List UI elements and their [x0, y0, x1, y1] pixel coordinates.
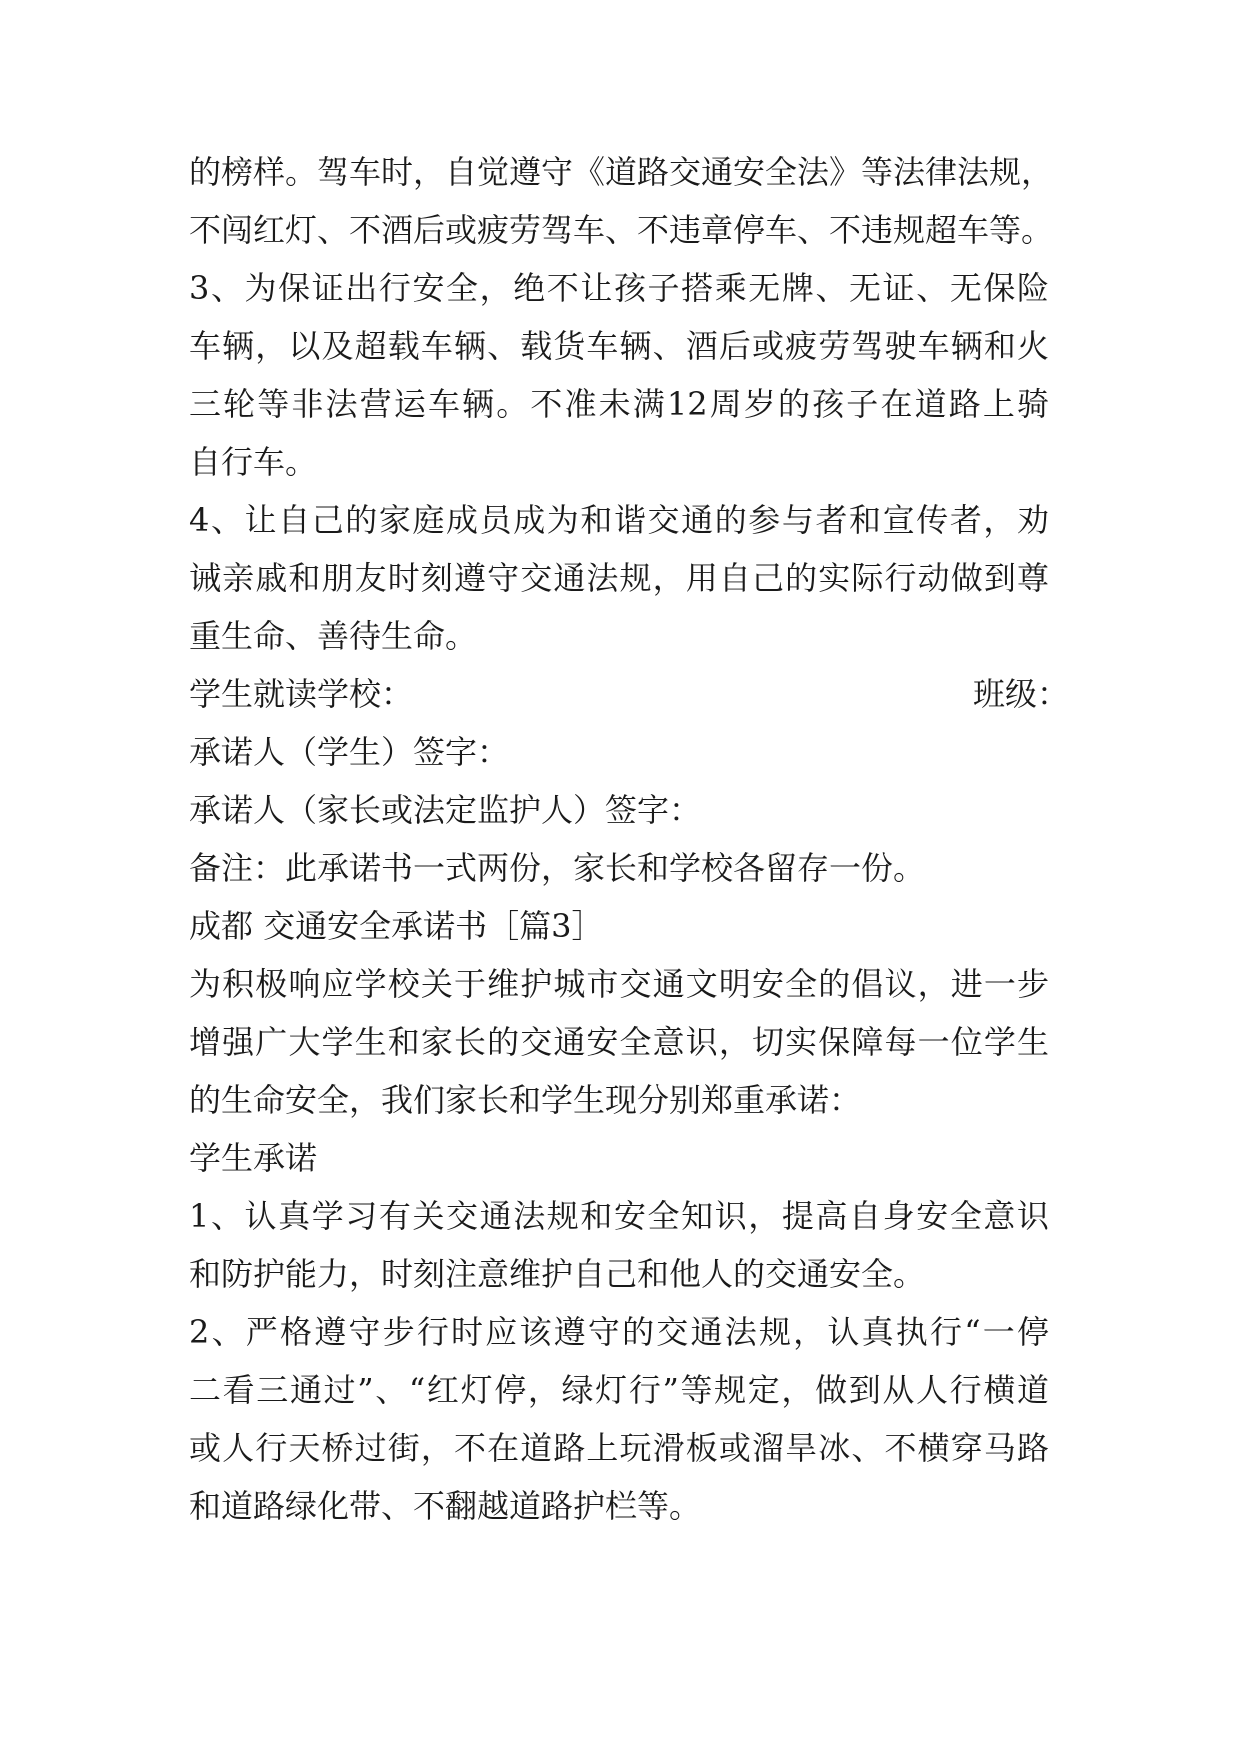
item-line: 和道路绿化带、不翻越道路护栏等。 [189, 1487, 702, 1525]
item-line: 或人行天桥过街，不在道路上玩滑板或溜旱冰、不横穿马路 [189, 1429, 1049, 1467]
subheading: 学生承诺 [189, 1139, 318, 1177]
note-line: 备注：此承诺书一式两份，家长和学校各留存一份。 [189, 849, 926, 887]
text-line: 三轮等非法营运车辆。不准未满12周岁的孩子在道路上骑 [189, 385, 1049, 423]
text-line: 3、为保证出行安全，绝不让孩子搭乘无牌、无证、无保险 [189, 269, 1049, 307]
item-line: 和防护能力，时刻注意维护自己和他人的交通安全。 [189, 1255, 926, 1293]
text-line: 的榜样。驾车时，自觉遵守《道路交通安全法》等法律法规， [189, 153, 1054, 191]
text-line: 自行车。 [189, 443, 318, 481]
item-line: 二看三通过”、“红灯停，绿灯行”等规定，做到从人行横道 [189, 1371, 1049, 1409]
section-title: 成都 交通安全承诺书［篇3］ [189, 907, 604, 945]
text-line: 不闯红灯、不酒后或疲劳驾车、不违章停车、不违规超车等。 [189, 211, 1054, 249]
class-label: 班级： [972, 675, 1069, 713]
intro-line: 增强广大学生和家长的交通安全意识，切实保障每一位学生 [189, 1023, 1049, 1061]
item-line: 1、认真学习有关交通法规和安全知识，提高自身安全意识 [189, 1197, 1049, 1235]
text-line: 诫亲戚和朋友时刻遵守交通法规，用自己的实际行动做到尊 [189, 559, 1049, 597]
school-label: 学生就读学校： [189, 675, 414, 713]
intro-line: 为积极响应学校关于维护城市交通文明安全的倡议，进一步 [189, 965, 1049, 1003]
item-line: 2、严格遵守步行时应该遵守的交通法规，认真执行“一停 [189, 1313, 1049, 1351]
text-line: 4、让自己的家庭成员成为和谐交通的参与者和宣传者，劝 [189, 501, 1049, 539]
text-line: 重生命、善待生命。 [189, 617, 478, 655]
student-signature-line: 承诺人（学生）签字： [189, 733, 510, 771]
school-class-row [189, 673, 1069, 715]
parent-signature-line: 承诺人（家长或法定监护人）签字： [189, 791, 702, 829]
text-line: 车辆，以及超载车辆、载货车辆、酒后或疲劳驾驶车辆和火 [189, 327, 1049, 365]
intro-line: 的生命安全，我们家长和学生现分别郑重承诺： [189, 1081, 862, 1119]
